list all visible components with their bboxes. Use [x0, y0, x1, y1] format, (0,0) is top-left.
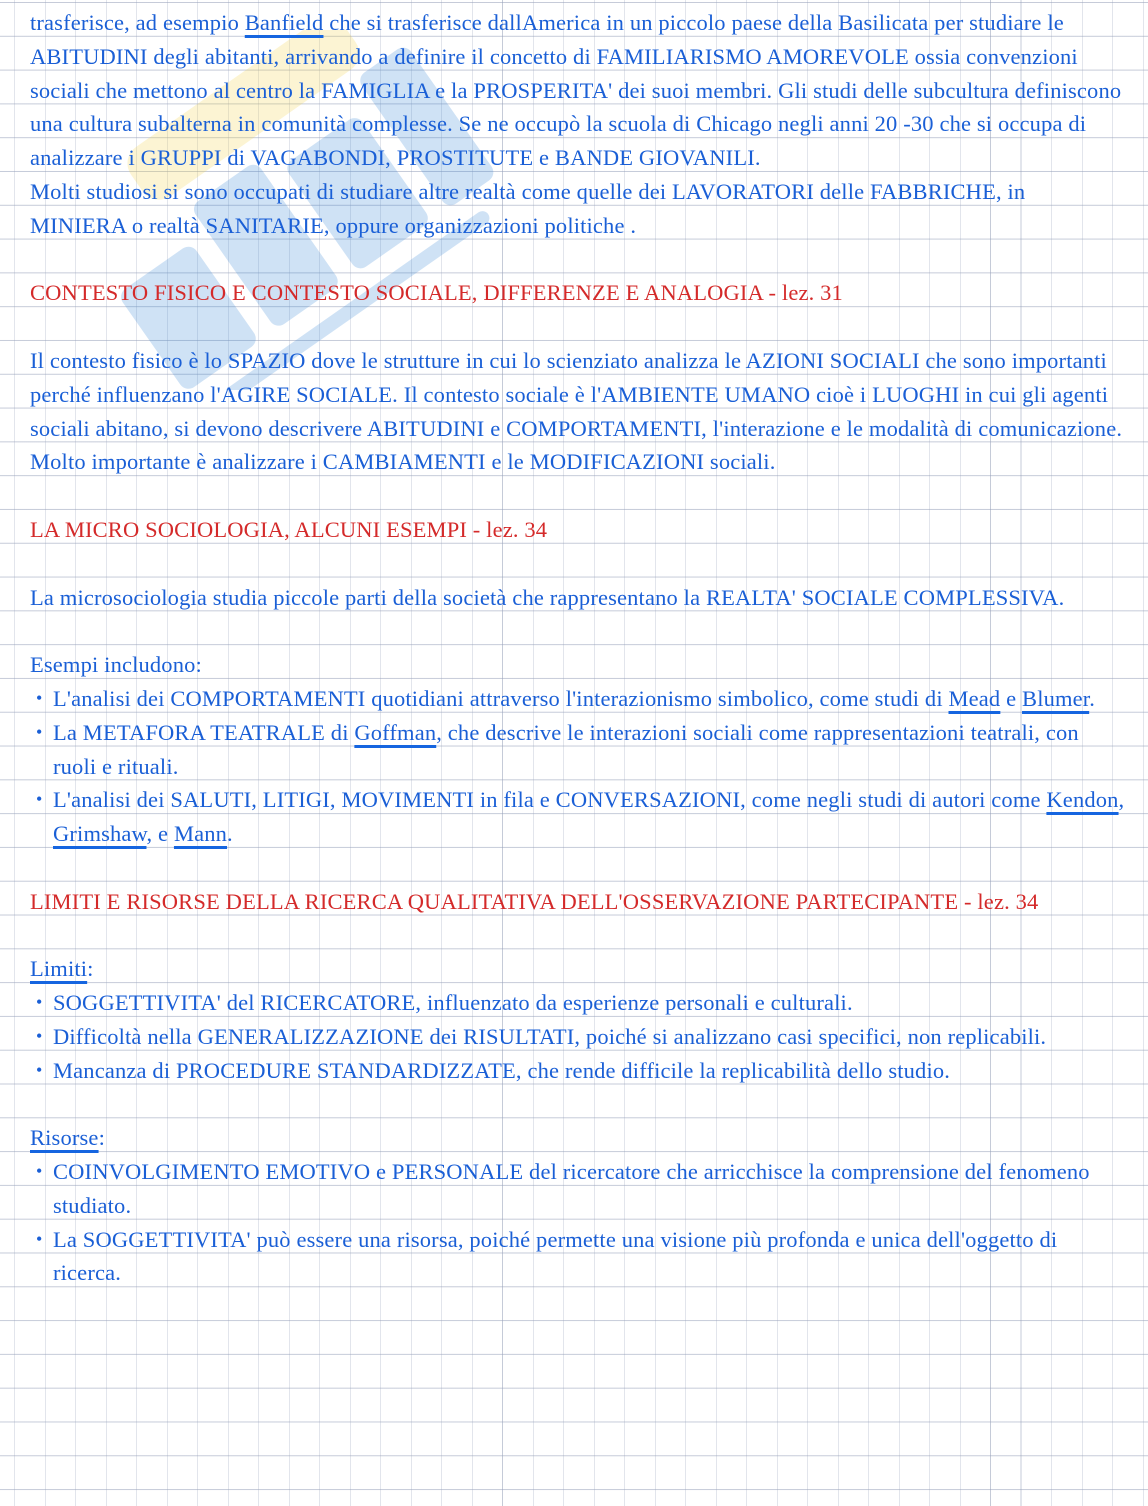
list-item: • Difficoltà nella GENERALIZZAZIONE dei RISULTATI, poiché si analizzano casi specifici, non replicabili. — [30, 1020, 1125, 1054]
list-item: • La METAFORA TEATRALE di Goffman, che descrive le interazioni sociali come rappresentazioni teatrali, con ruoli e rituali. — [30, 716, 1125, 784]
author-link-banfield: Banfield — [244, 10, 324, 35]
intro-paragraph: trasferisce, ad esempio Banfield che si trasferisce dallAmerica in un piccolo paese della Basilicata per studiare le ABITUDINI degli abitanti, arrivando a definire il concetto di FAMILIARISMO AMOREVOLE ossia convenzioni sociali che mettono al centro la FAMIGLIA e la PROSPERITA' dei suoi membri. Gli studi delle subcultura definiscono una cultura subalterna in comunità complesse. Se ne occupò la scuola di Chicago negli anni 20 -30 che si occupa di analizzare i GRUPPI di VAGABONDI, PROSTITUTE e BANDE GIOVANILI. — [30, 10, 1122, 171]
contesto-paragraph: Il contesto fisico è lo SPAZIO dove le strutture in cui lo scienziato analizza le AZIONI SOCIALI che sono importanti perché influenzano l'AGIRE SOCIALE. Il contesto sociale è l'AMBIENTE UMANO cioè i LUOGHI in cui gli agenti sociali abitano, si devono descrivere ABITUDINI e COMPORTAMENTI, l'interazione e le modalità di comunicazione. Molto importante è analizzare i CAMBIAMENTI e le MODIFICAZIONI sociali. — [30, 347, 1123, 475]
list-item: • La SOGGETTIVITA' può essere una risorsa, poiché permette una visione più profonda e unica dell'oggetto di ricerca. — [30, 1223, 1125, 1291]
author-link-mead: Mead — [948, 685, 1001, 711]
risorse-label: Risorse: — [30, 1125, 105, 1151]
list-item: • COINVOLGIMENTO EMOTIVO e PERSONALE del ricercatore che arricchisce la comprensione del fenomeno studiato. — [30, 1155, 1125, 1223]
examples-list — [30, 682, 1125, 851]
intro-paragraph-2: Molti studiosi si sono occupati di studiare altre realtà come quelle dei LAVORATORI delle FABBRICHE, in MINIERA o realtà SANITARIE, oppure organizzazioni politiche . — [30, 178, 1026, 238]
section-heading-contesto: CONTESTO FISICO E CONTESTO SOCIALE, DIFFERENZE E ANALOGIA - lez. 31 — [30, 280, 843, 306]
author-link-kendon: Kendon — [1046, 787, 1119, 813]
author-link-grimshaw: Grimshaw — [53, 821, 147, 847]
document-page — [30, 6, 1125, 1290]
section-heading-micro-sociologia: LA MICRO SOCIOLOGIA, ALCUNI ESEMPI - lez. 34 — [30, 516, 548, 542]
list-item: • SOGGETTIVITA' del RICERCATORE, influenzato da esperienze personali e culturali. — [30, 986, 1125, 1020]
micro-sociologia-paragraph: La microsociologia studia piccole parti della società che rappresentano la REALTA' SOCIALE COMPLESSIVA. — [30, 584, 1065, 610]
limiti-list — [30, 986, 1125, 1087]
author-link-blumer: Blumer — [1022, 685, 1090, 711]
list-item: • Mancanza di PROCEDURE STANDARDIZZATE, che rende difficile la replicabilità dello studio. — [30, 1054, 1125, 1088]
section-heading-limiti-risorse: LIMITI E RISORSE DELLA RICERCA QUALITATIVA DELL'OSSERVAZIONE PARTECIPANTE - lez. 34 — [30, 888, 1039, 914]
risorse-list — [30, 1155, 1125, 1290]
examples-label: Esempi includono: — [30, 652, 202, 678]
author-link-goffman: Goffman — [354, 719, 437, 745]
author-link-mann: Mann — [173, 821, 228, 847]
list-item: • L'analisi dei COMPORTAMENTI quotidiani attraverso l'interazionismo simbolico, come studi di Mead e Blumer. — [30, 682, 1125, 716]
limiti-label: Limiti: — [30, 956, 94, 982]
list-item: • L'analisi dei SALUTI, LITIGI, MOVIMENTI in fila e CONVERSAZIONI, come negli studi di autori come Kendon, Grimshaw, e Mann. — [30, 783, 1125, 851]
